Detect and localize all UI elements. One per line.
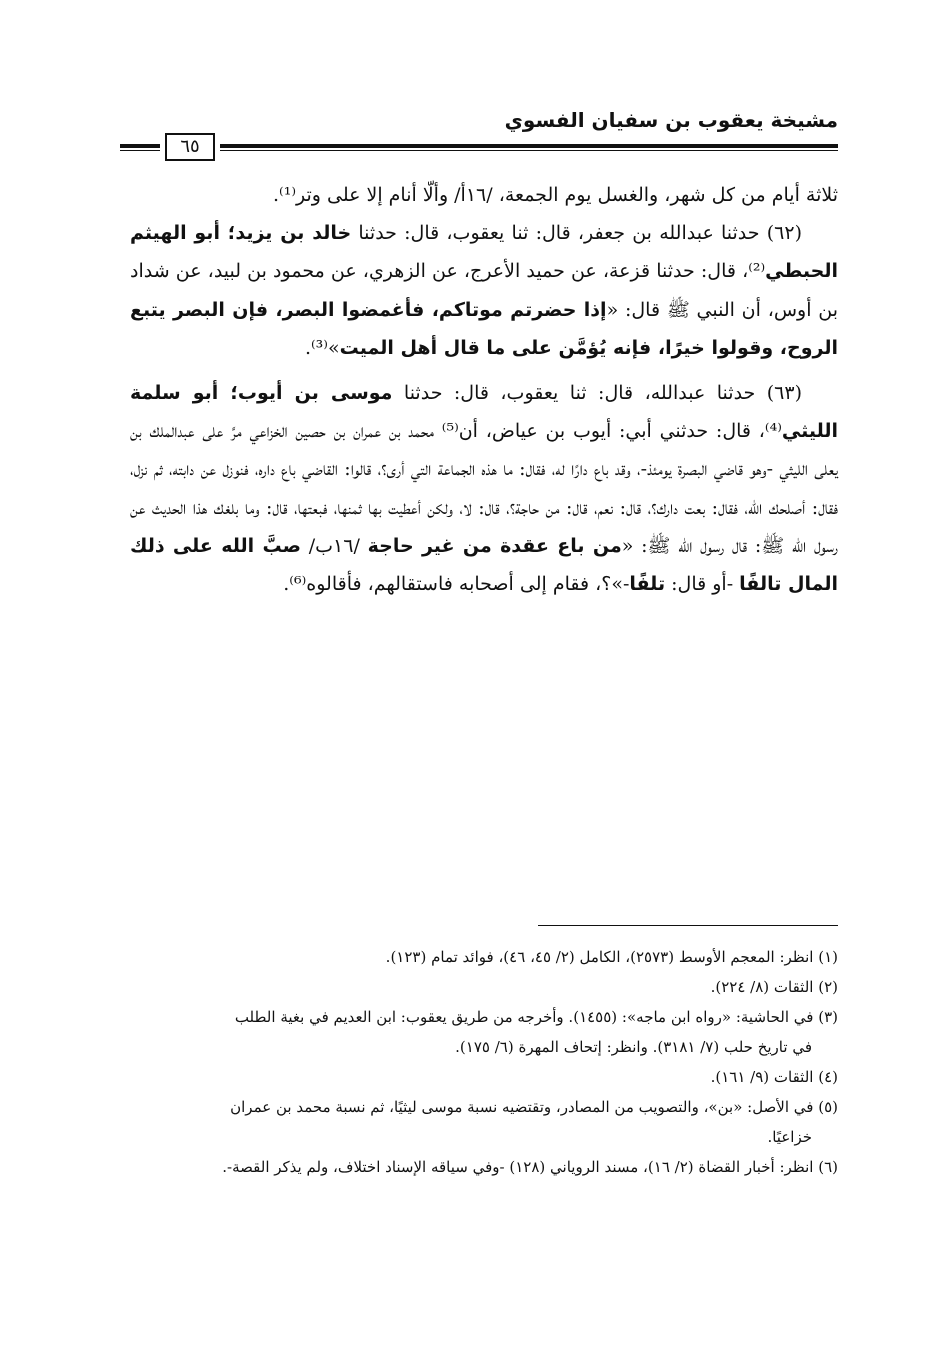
- narrator-name: خالد بن يزيد؛ أبو الهيثم الحبطي: [130, 222, 838, 283]
- folio-marker: /١٦ب/: [300, 534, 368, 557]
- header-rule-left: [120, 144, 160, 148]
- footnotes: [130, 942, 838, 1182]
- paragraph-gap: [130, 367, 838, 374]
- footnote-3: (٣) في الحاشية: «رواه ابن ماجه»: (١٤٥٥). وأخرجه من طريق يعقوب: ابن العديم في بغية الطلب: [234, 1008, 838, 1026]
- book-title: مشيخة يعقوب بن سفيان الفسوي: [504, 108, 838, 132]
- page-number: ٦٥: [165, 133, 215, 161]
- footnote-5: (٥) في الأصل: «بن»، والتصويب من المصادر، وتقتضيه نسبة موسى ليثيًا، ثم نسبة محمد بن عمران: [230, 1098, 838, 1116]
- hadith-62-end: »⁽³⁾.: [304, 336, 340, 359]
- hadith-62-isnad: (٦٢) حدثنا عبدالله بن جعفر، قال: ثنا يعقوب، قال: حدثنا: [351, 222, 802, 245]
- hadith-63-variant: -أو قال:: [665, 573, 740, 596]
- main-text: [130, 176, 838, 603]
- footnote-3-cont: في تاريخ حلب (٧/ ٣١٨١). وانظر: إتحاف المهرة (٦/ ١٧٥).: [455, 1038, 812, 1056]
- hadith-63-story: ⁽⁴⁾، قال: حدثني أبي: أيوب بن عياض، أن⁽⁵⁾ محمد بن عمران بن حصين الخزاعي مرَّ على عبدالملك بن يعلى الليثي -وهو قاضي البصرة يومئذ-، وقد باع دارًا له، فقال: ما هذه الجماعة التي أرى؟، قالوا: القاضي باع داره، فنوزل عن دابته، ثم نزل، فقال: أصلحك الله، فقال: بعت دارك؟، قال: نعم، قال: من حاجة؟، قال: لا، ولكن أعطيت بها ثمنها، فبعتها، قال: وما بلغك هذا الحديث عن رسول الله ﷺ: قال رسول الله ﷺ: «: [130, 420, 838, 557]
- header-rule: [220, 144, 838, 148]
- footnote-5-cont: خزاعيًا.: [767, 1128, 812, 1146]
- footnote-6: (٦) انظر: أخبار القضاة (٢/ ١٦)، مسند الروياني (١٢٨) -وفي سياقه الإسناد اختلاف، ولم يذكر القصة-.: [222, 1158, 838, 1176]
- hadith-63-matn: من باع عقدة من غير حاجة: [367, 534, 622, 557]
- page-header: [120, 104, 838, 160]
- hadith-63-end: -»؟، فقام إلى أصحابه فاستقالهم، فأقالوه⁽⁶⁾.: [283, 573, 630, 596]
- header-rule-left-thin: [120, 150, 160, 151]
- header-rule-thin: [220, 150, 838, 151]
- narrator-name: موسى بن أيوب؛ أبو سلمة الليثي: [130, 382, 838, 443]
- paragraph-continuation: ثلاثة أيام من كل شهر، والغسل يوم الجمعة، /١٦أ/ وألّا أنام إلا على وتر⁽¹⁾.: [273, 184, 838, 206]
- footnote-2: (٢) الثقات (٨/ ٢٢٤).: [710, 978, 838, 996]
- footnote-4: (٤) الثقات (٩/ ١٦١).: [710, 1068, 838, 1086]
- footnote-separator: [538, 925, 838, 926]
- hadith-62-matn: إذا حضرتم موتاكم، فأغمضوا البصر، فإن البصر يتبع الروح، وقولوا خيرًا، فإنه يُؤمَّن على ما قال أهل الميت: [130, 298, 838, 359]
- hadith-63-variant-word: تلفًا: [629, 573, 666, 596]
- hadith-63-isnad: (٦٣) حدثنا عبدالله، قال: ثنا يعقوب، قال: حدثنا: [392, 382, 802, 405]
- hadith-63: [130, 374, 838, 603]
- hadith-62-isnad-rest: ⁽²⁾، قال: حدثنا قزعة، عن حميد الأعرج، عن الزهري، عن محمود بن لبيد، عن شداد بن أوس، أن النبي ﷺ قال: «: [130, 260, 838, 321]
- hadith-63-matn-cont: صبَّ الله على ذلك المال تالفًا: [130, 534, 838, 596]
- hadith-62: [130, 214, 838, 367]
- footnote-1: (١) انظر: المعجم الأوسط (٢٥٧٣)، الكامل (٢/ ٤٥، ٤٦)، فوائد تمام (١٢٣).: [385, 948, 838, 966]
